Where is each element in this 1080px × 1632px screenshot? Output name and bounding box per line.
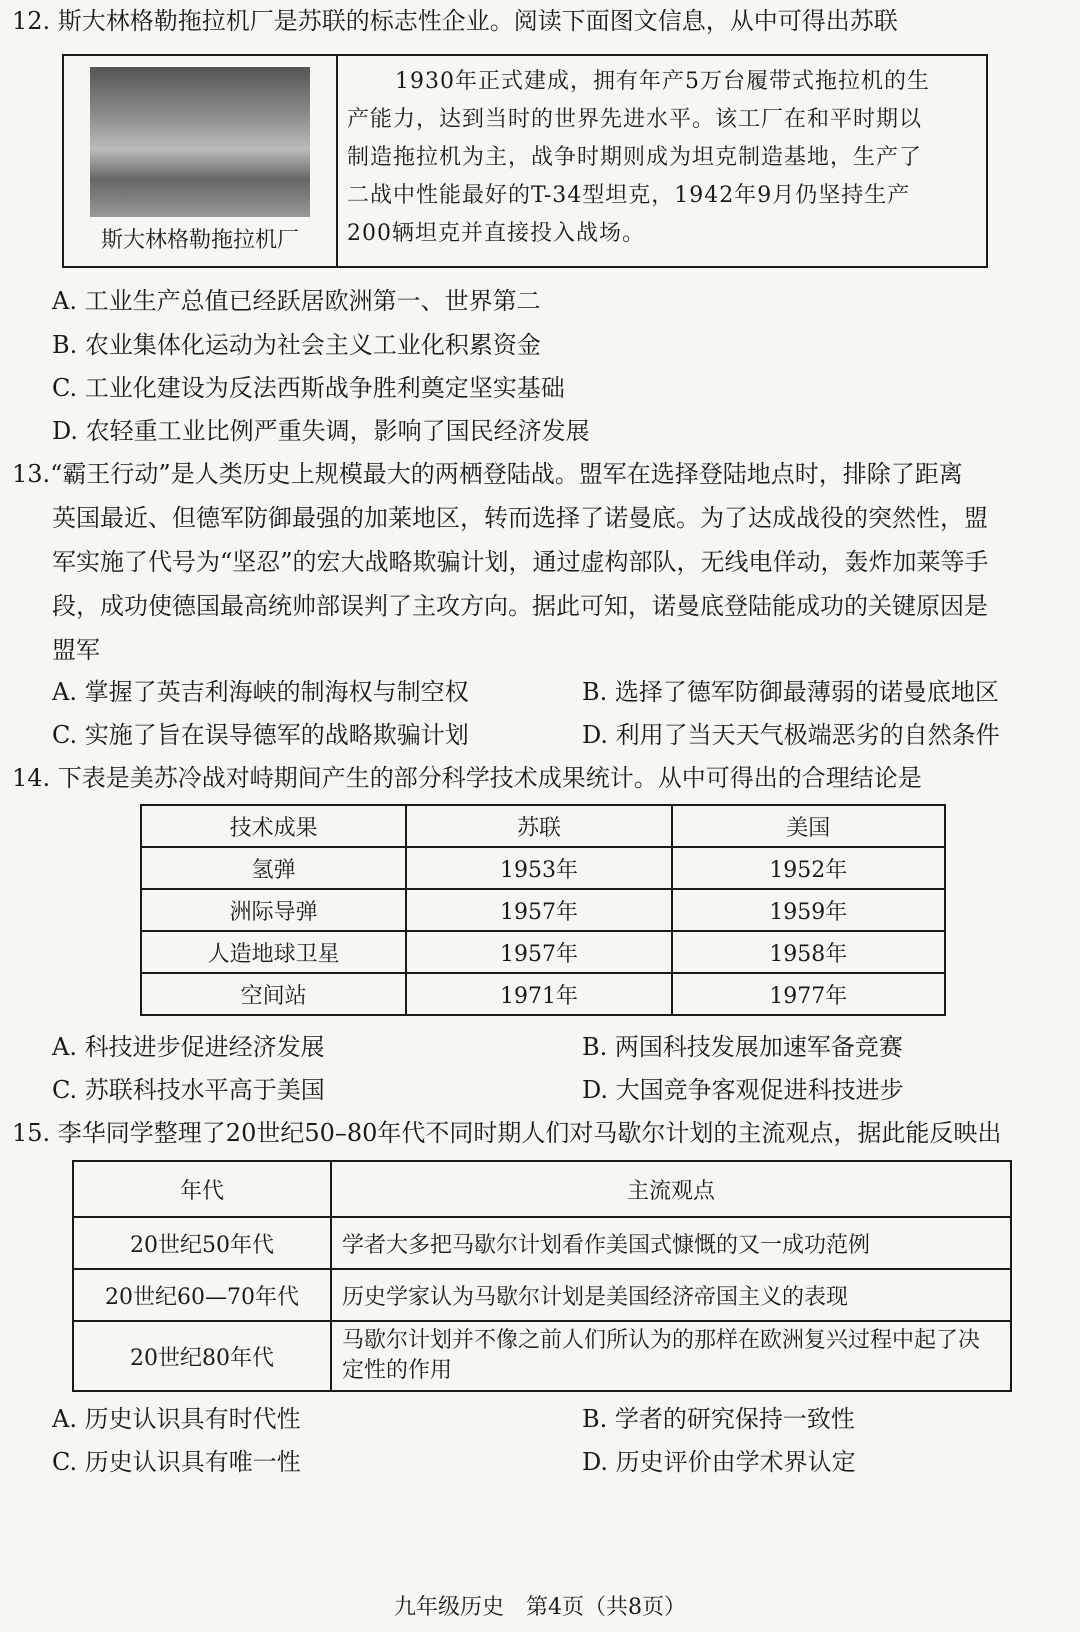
table-row (141, 889, 945, 931)
q13-stem-line5: 盟军 (52, 636, 100, 664)
header-cell: 美国 (672, 805, 945, 847)
table-cell: 1958年 (672, 931, 945, 973)
q15-option-d[interactable]: D. 历史评价由学术界认定 (582, 1448, 856, 1476)
table-row (141, 931, 945, 973)
table-cell: 20世纪50年代 (73, 1217, 331, 1269)
q13-option-c[interactable]: C. 实施了旨在误导德军的战略欺骗计划 (52, 721, 469, 749)
q12-passage-cell (337, 55, 987, 267)
q13-stem-line1: 13.“霸王行动”是人类历史上规模最大的两栖登陆战。盟军在选择登陆地点时，排除了距离 (12, 460, 963, 488)
q14-tech-table (140, 804, 946, 1016)
passage-line: 1930年正式建成，拥有年产5万台履带式拖拉机的生 (395, 69, 930, 94)
q15-option-b[interactable]: B. 学者的研究保持一致性 (582, 1405, 855, 1433)
table-header-row (73, 1161, 1011, 1217)
q12-stem: 12. 斯大林格勒拖拉机厂是苏联的标志性企业。阅读下面图文信息，从中可得出苏联 (12, 7, 898, 35)
q14-option-c[interactable]: C. 苏联科技水平高于美国 (52, 1076, 325, 1104)
table-row (73, 1269, 1011, 1321)
q15-option-c[interactable]: C. 历史认识具有唯一性 (52, 1448, 301, 1476)
page-footer: 九年级历史 第4页（共8页） (394, 1595, 686, 1620)
table-cell: 学者大多把马歇尔计划看作美国式慷慨的又一成功范例 (331, 1217, 1011, 1269)
q12-option-b[interactable]: B. 农业集体化运动为社会主义工业化积累资金 (52, 331, 541, 359)
q12-option-a[interactable]: A. 工业生产总值已经跃居欧洲第一、世界第二 (52, 287, 541, 315)
table-cell: 氢弹 (141, 847, 406, 889)
passage-line: 制造拖拉机为主，战争时期则成为坦克制造基地，生产了 (347, 145, 923, 170)
table-row (141, 973, 945, 1015)
q15-views-table (72, 1160, 1012, 1392)
header-cell: 苏联 (406, 805, 671, 847)
header-cell: 技术成果 (141, 805, 406, 847)
table-cell: 20世纪80年代 (73, 1321, 331, 1391)
table-cell: 1952年 (672, 847, 945, 889)
passage-line: 二战中性能最好的T-34型坦克，1942年9月仍坚持生产 (347, 183, 911, 208)
table-cell: 1977年 (672, 973, 945, 1015)
table-cell: 空间站 (141, 973, 406, 1015)
header-cell: 主流观点 (331, 1161, 1011, 1217)
q15-option-a[interactable]: A. 历史认识具有时代性 (52, 1405, 301, 1433)
table-cell: 马歇尔计划并不像之前人们所认为的那样在欧洲复兴过程中起了决定性的作用 (331, 1321, 1011, 1391)
q14-option-d[interactable]: D. 大国竞争客观促进科技进步 (582, 1076, 904, 1104)
table-cell: 洲际导弹 (141, 889, 406, 931)
q12-passage (339, 57, 985, 259)
q13-option-a[interactable]: A. 掌握了英吉利海峡的制海权与制空权 (52, 678, 469, 706)
q12-option-c[interactable]: C. 工业化建设为反法西斯战争胜利奠定坚实基础 (52, 374, 565, 402)
q13-option-d[interactable]: D. 利用了当天天气极端恶劣的自然条件 (582, 721, 1000, 749)
table-cell: 1953年 (406, 847, 671, 889)
q12-info-table (62, 54, 988, 268)
table-cell: 1957年 (406, 889, 671, 931)
q15-stem: 15. 李华同学整理了20世纪50–80年代不同时期人们对马歇尔计划的主流观点，据此能反映出 (12, 1119, 1002, 1147)
q14-option-a[interactable]: A. 科技进步促进经济发展 (52, 1033, 325, 1061)
table-row (141, 847, 945, 889)
q12-option-d[interactable]: D. 农轻重工业比例严重失调，影响了国民经济发展 (52, 417, 590, 445)
passage-line: 200辆坦克并直接投入战场。 (347, 221, 645, 246)
q14-stem: 14. 下表是美苏冷战对峙期间产生的部分科学技术成果统计。从中可得出的合理结论是 (12, 764, 922, 792)
q13-stem-line2: 英国最近、但德军防御最强的加莱地区，转而选择了诺曼底。为了达成战役的突然性，盟 (52, 504, 988, 532)
photo-caption: 斯大林格勒拖拉机厂 (100, 228, 299, 253)
q13-option-b[interactable]: B. 选择了德军防御最薄弱的诺曼底地区 (582, 678, 999, 706)
table-cell: 1957年 (406, 931, 671, 973)
table-cell: 人造地球卫星 (141, 931, 406, 973)
table-cell: 20世纪60—70年代 (73, 1269, 331, 1321)
passage-line: 产能力，达到当时的世界先进水平。该工厂在和平时期以 (347, 107, 923, 132)
q14-option-b[interactable]: B. 两国科技发展加速军备竞赛 (582, 1033, 903, 1061)
table-row (73, 1217, 1011, 1269)
table-row (73, 1321, 1011, 1391)
table-cell: 1959年 (672, 889, 945, 931)
header-cell: 年代 (73, 1161, 331, 1217)
table-header-row (141, 805, 945, 847)
factory-photo (90, 67, 310, 217)
table-cell: 历史学家认为马歇尔计划是美国经济帝国主义的表现 (331, 1269, 1011, 1321)
q13-stem-line4: 段，成功使德国最高统帅部误判了主攻方向。据此可知，诺曼底登陆能成功的关键原因是 (52, 592, 988, 620)
table-cell: 1971年 (406, 973, 671, 1015)
q12-photo-cell (63, 55, 337, 267)
q13-stem-line3: 军实施了代号为“坚忍”的宏大战略欺骗计划，通过虚构部队，无线电佯动，轰炸加莱等手 (52, 548, 989, 576)
